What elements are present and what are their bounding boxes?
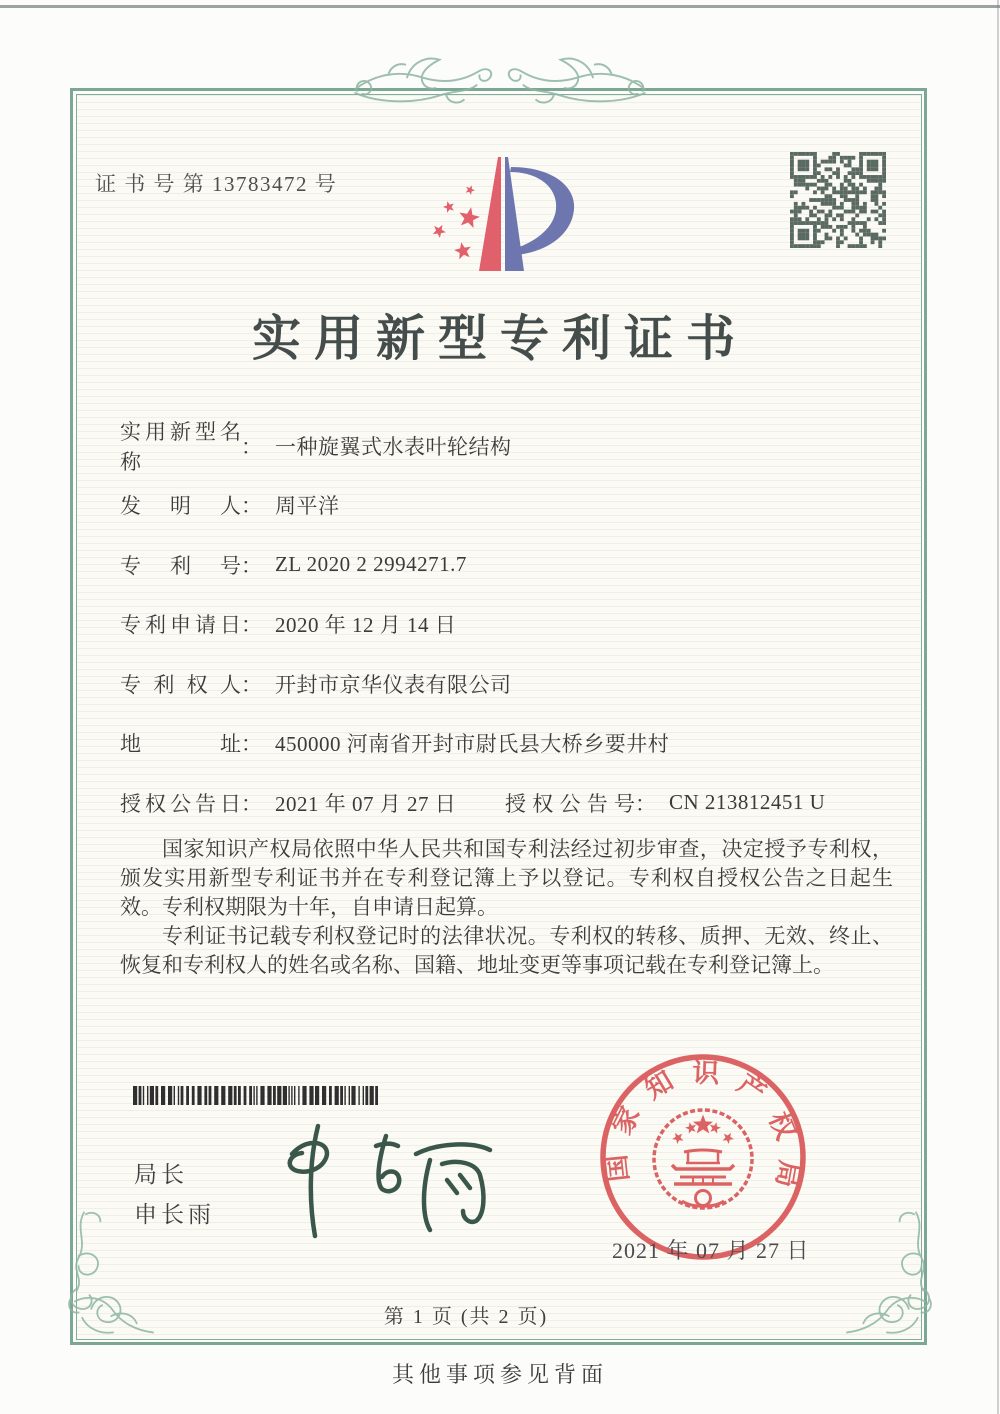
legal-paragraph-2: 专利证书记载专利权登记时的法律状况。专利权的转移、质押、无效、终止、恢复和专利权人的姓名或名称、国籍、地址变更等事项记载在专利登记簿上。	[120, 923, 893, 977]
logo-red-wedge	[479, 157, 501, 271]
certificate-number: 证 书 号 第 13783472 号	[95, 172, 338, 196]
field-label: 地址	[120, 732, 241, 757]
barcode	[133, 1086, 383, 1105]
top-flourish-ornament	[350, 48, 650, 136]
field-value: 周平洋	[275, 494, 340, 519]
field-value: ZL 2020 2 2994271.7	[275, 552, 467, 577]
scan-edge-line	[0, 5, 1000, 8]
field-value: 开封市京华仪表有限公司	[275, 672, 512, 697]
field-row-patentee: 专利权人 ： 开封市京华仪表有限公司	[120, 654, 910, 714]
legal-text	[120, 835, 893, 980]
field-value: 450000 河南省开封市尉氏县大桥乡要井村	[275, 732, 670, 757]
seal-date: 2021 年 07 月 27 日	[612, 1238, 810, 1263]
seal-ring-text: 国家知识产权局	[601, 1057, 805, 1190]
field-row-patent-no: 专利号 ： ZL 2020 2 2994271.7	[120, 535, 910, 595]
field-label: 发明人	[120, 494, 241, 519]
field-label: 授权公告号	[505, 791, 635, 816]
certificate-title: 实用新型专利证书	[251, 311, 748, 366]
field-row-filing-date: 专利申请日 ： 2020 年 12 月 14 日	[120, 595, 910, 655]
grant-no-value: CN 213812451 U	[669, 790, 826, 815]
signer-position-label: 局长	[134, 1161, 188, 1187]
field-label: 专利申请日	[120, 613, 241, 638]
field-label: 专利权人	[120, 672, 241, 697]
signature-handwriting	[280, 1122, 495, 1240]
signer-name-label: 申长雨	[134, 1201, 215, 1227]
field-row-inventor: 发明人 ： 周平洋	[120, 476, 910, 536]
official-seal	[597, 1051, 809, 1263]
field-row-name: 实用新型名称 ： 一种旋翼式水表叶轮结构	[120, 416, 910, 476]
field-value: 2020 年 12 月 14 日	[275, 613, 457, 638]
national-emblem-icon	[654, 1110, 752, 1208]
field-label: 实用新型名称	[120, 419, 241, 474]
field-value: 一种旋翼式水表叶轮结构	[275, 434, 512, 459]
qr-code	[790, 152, 886, 248]
cnipa-patent-logo-icon	[425, 145, 585, 280]
legal-paragraph-1: 国家知识产权局依照中华人民共和国专利法经过初步审查，决定授予专利权，颁发实用新型专利证书并在专利登记簿上予以登记。专利权自授权公告之日起生效。专利权期限为十年，自申请日起算。	[120, 837, 893, 919]
logo-stars	[433, 185, 480, 259]
grant-date-value: 2021 年 07 月 27 日	[275, 791, 457, 816]
logo-blue-wedge	[505, 157, 524, 271]
field-list	[120, 416, 910, 833]
page-indicator: 第 1 页 (共 2 页)	[383, 1306, 549, 1328]
scan-edge-line-right	[997, 0, 999, 1414]
field-label: 授权公告日	[120, 791, 241, 816]
back-side-note: 其他事项参见背面	[391, 1362, 608, 1387]
field-label: 专利号	[120, 553, 241, 578]
field-row-address: 地址 ： 450000 河南省开封市尉氏县大桥乡要井村	[120, 714, 910, 774]
field-row-grant: 授权公告日 ： 2021 年 07 月 27 日 授权公告号 ： CN 213812451 U	[120, 773, 910, 833]
